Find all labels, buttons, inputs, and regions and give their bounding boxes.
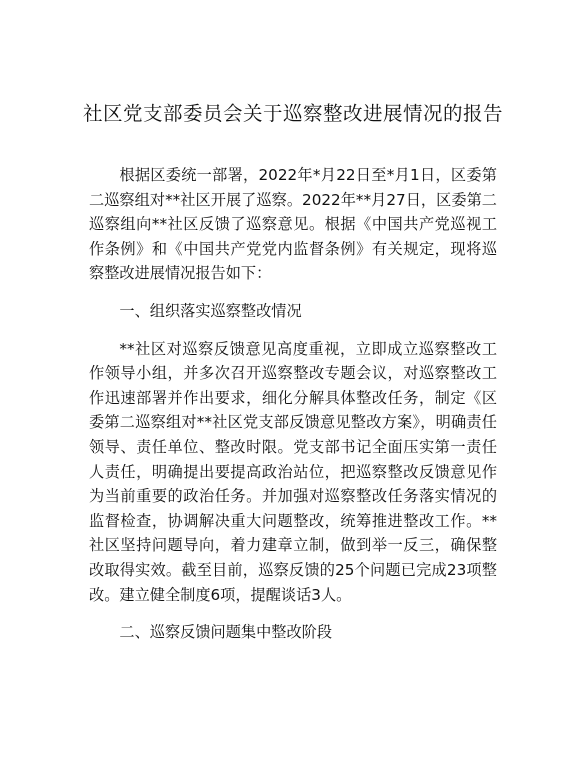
intro-paragraph: 根据区委统一部署，2022年*月22日至*月1日，区委第二巡察组对**社区开展了巡察。2022年**月27日，区委第二巡察组向**社区反馈了巡察意见。根据《中国共产党巡视工作条例》和《中国共产党党内监督条例》有关规定，现将巡察整改进展情况报告如下： bbox=[89, 166, 497, 283]
spacer bbox=[89, 607, 497, 620]
section-1-paragraph: **社区对巡察反馈意见高度重视，立即成立巡察整改工作领导小组，并多次召开巡察整改专题会议，对巡察整改工作迅速部署并作出要求，细化分解具体整改任务，制定《区委第二巡察组对**社区党支部反馈意见整改方案》，明确责任领导、责任单位、整改时限。党支部书记全面压实第一责任人责任，明确提出要提高政治站位，把巡察整改反馈意见作为当前重要的政治任务。并加强对巡察整改任务落实情况的监督检查，协调解决重大问题整改，统筹推进整改工作。**社区坚持问题导向，着力建章立制，做到举一反三，确保整改取得实效。截至目前，巡察反馈的25个问题已完成23项整改。建立健全制度6项，提醒谈话3人。 bbox=[89, 339, 497, 604]
section-heading-2: 二、巡察反馈问题集中整改阶段 bbox=[119, 623, 333, 642]
spacer bbox=[89, 286, 497, 299]
document-title: 社区党支部委员会关于巡察整改进展情况的报告 bbox=[82, 102, 503, 125]
spacer bbox=[89, 324, 497, 337]
document-body bbox=[89, 163, 497, 645]
section-heading-1: 一、组织落实巡察整改情况 bbox=[119, 301, 302, 320]
